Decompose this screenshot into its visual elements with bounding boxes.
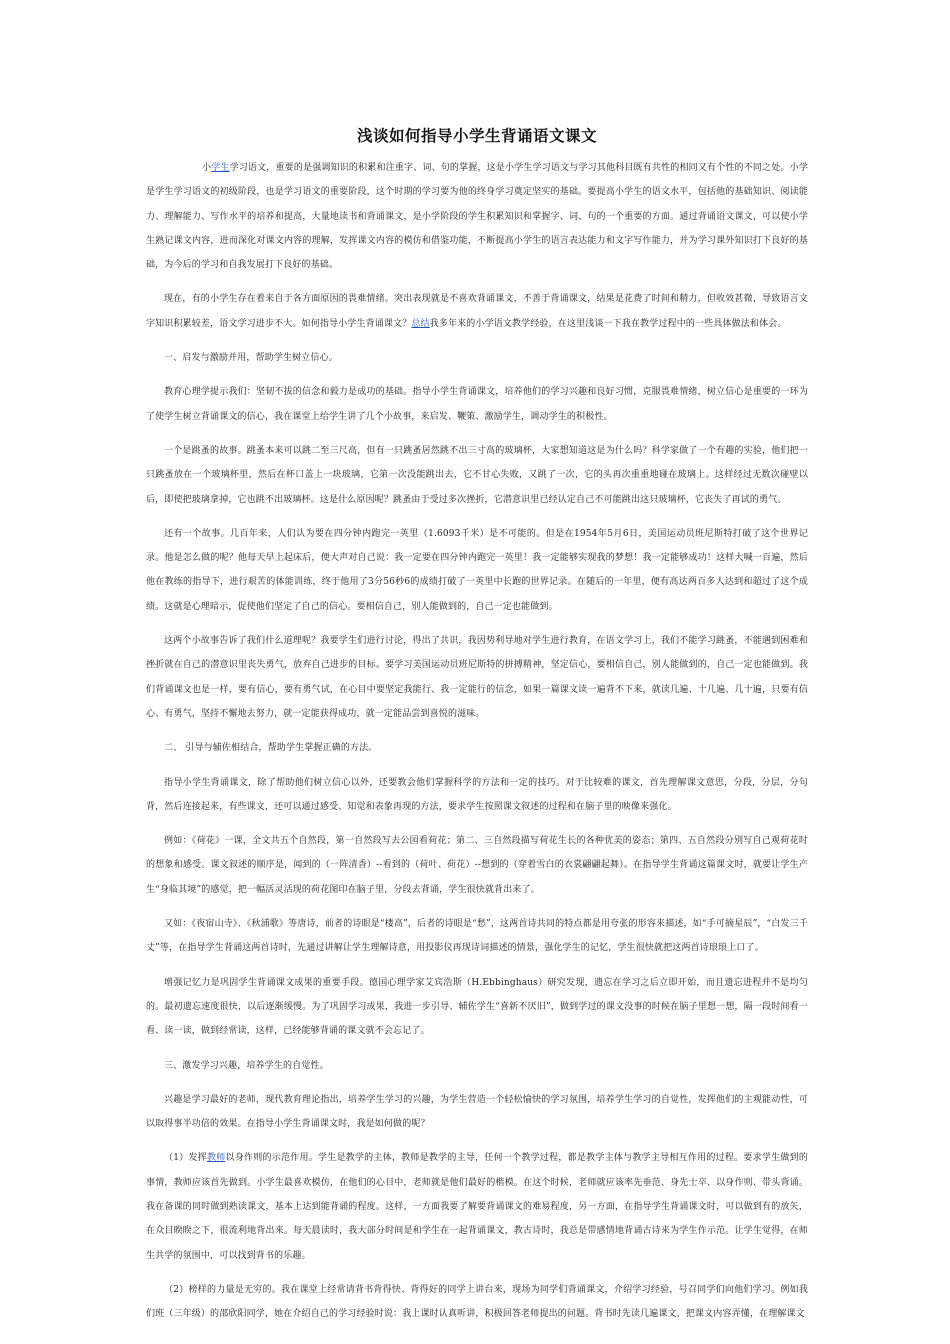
inline-link[interactable]: 总结 <box>411 318 430 329</box>
paragraph-text: 这两个小故事告诉了我们什么道理呢？我要学生们进行讨论，得出了共识，我因势利导地对学生进行教育，在语文学习上，我们不能学习跳蚤，不能遇到困难和挫折就在自己的潜意识里丧失勇气，放弃自己进步的目标。要学习美国运动员班尼斯特的拼搏精神，坚定信心，要相信自己，别人能做到的，自己一定也能做到。我们背诵课文也是一样，要有信心，要有勇气试，在心目中要坚定我能行、我一定能行的信念，如果一篇课文读一遍背不下来，就读几遍、十几遍、几十遍，只要有信心、有勇气，坚持不懈地去努力，就一定能获得成功，就一定能品尝到喜悦的滋味。 <box>146 636 808 719</box>
paragraph-text: 三、激发学习兴趣，培养学生的自觉性。 <box>164 1060 329 1071</box>
article <box>146 124 808 1336</box>
paragraph-text: 现在，有的小学生存在着来自于各方面原因的畏难情绪。突出表现就是不喜欢背诵课文，不善于背诵课文，结果是花费了时间和精力，但收效甚微，导致语言文字知识积累较差，语文学习进步不大。如何指导小学生背诵课文？ <box>146 294 808 329</box>
paragraph <box>146 1054 808 1078</box>
paragraph <box>146 829 808 902</box>
paragraph <box>146 287 808 336</box>
paragraph-text: 我多年来的小学语文教学经验，在这里浅谈一下我在教学过程中的一些具体做法和体会。 <box>429 318 787 329</box>
inline-link[interactable]: 学生 <box>211 163 230 173</box>
paragraph <box>146 912 808 961</box>
paragraph-text: 一个是跳蚤的故事。跳蚤本来可以跳二至三尺高，但有一只跳蚤居然跳不出三寸高的玻璃杯，大家想知道这是为什么吗？科学家做了一个有趣的实验，他们把一只跳蚤放在一个玻璃杯里，然后在杯口盖上一块玻璃，它第一次没能跳出去，它不甘心失败，又跳了一次，它的头再次重重地碰在玻璃上。这样经过无数次碰壁以后，即使把玻璃拿掉，它也跳不出玻璃杯。这是什么原因呢？跳蚤由于受过多次挫折，它潜意识里已经认定自己不可能跳出这只玻璃杯，它丧失了再试的勇气。 <box>146 445 808 505</box>
paragraph-text: 二、 引导与辅佐相结合，帮助学生掌握正确的方法。 <box>164 743 378 754</box>
paragraph <box>146 971 808 1044</box>
paragraph <box>146 629 808 726</box>
paragraph-text: 学习语文，重要的是强调知识的积累和注重字、词、句的掌握，这是小学生学习语文与学习其他科目既有共性的相同又有个性的不同之处。小学是学生学习语文的初级阶段，也是学习语文的重要阶段，这个时期的学习要为他的终身学习奠定坚实的基础。要提高小学生的语文水平，包括他的基础知识、阅读能力、理解能力、写作水平的培养和提高，大量地读书和背诵课文，是小学阶段的学生积累知识和掌握字、词、句的一个重要的方面。通过背诵语文课文，可以使小学生熟记课文内容，进而深化对课文内容的理解，发挥课文内容的模仿和借鉴功能，不断提高小学生的语言表达能力和文字写作能力，并为学习课外知识打下良好的基础，为今后的学习和自我发展打下良好的基础。 <box>146 163 808 271</box>
paragraph-text: （1）发挥 <box>164 1153 207 1164</box>
paragraph-text: 例如：《荷花》一课，全文共五个自然段，第一自然段写去公园看荷花；第二、三自然段描写荷花生长的各种优美的姿态；第四、五自然段分别写自己观荷花时的想象和感受。课文叙述的顺序是，闻到的（一阵清香）--看到的（荷叶、荷花）--想到的（穿着雪白的衣裳翩翩起舞）。在指导学生背诵这篇课文时，就要让学生产生“身临其境”的感觉，把一幅活灵活现的荷花图印在脑子里，分段去背诵，学生很快就背出来了。 <box>146 836 808 895</box>
inline-link[interactable]: 教师 <box>206 1153 226 1164</box>
paragraph-text: 一、启发与激励并用，帮助学生树立信心。 <box>164 353 338 364</box>
paragraph-text: 以身作则的示范作用。学生是教学的主体，教师是教学的主导，任何一个教学过程，都是教学主体与教学主导相互作用的过程。要求学生做到的事情，教师应该首先做到。小学生最喜欢模仿，在他们的心目中，老师就是他们最好的楷模。在这个时候，老师就应该率先垂范、身先士卒、以身作则、带头背诵。我在备课的同时做到熟读课文，基本上达到能背诵的程度。这样，一方面我要了解要背诵课文的难易程度，另一方面，在指导学生背诵课文时，可以做到有的放矢，在众目睽睽之下，很流利地背出来。每天晨读时，我大部分时间是和学生在一起背诵课文，教古诗时，我总是带感情地背诵古诗来为学生作示范。让学生觉得，在师生共学的氛围中，可以找到背书的乐趣。 <box>146 1153 808 1261</box>
article-body <box>146 156 808 1326</box>
paragraph <box>146 1088 808 1137</box>
paragraph-text: 兴趣是学习最好的老师，现代教育理论指出，培养学生学习的兴趣，为学生营造一个轻松愉快的学习氛围，培养学生学习的自觉性，发挥他们的主观能动性，可以取得事半功倍的效果。在指导小学生背诵课文时，我是如何做的呢？ <box>146 1094 808 1130</box>
paragraph <box>146 522 808 619</box>
paragraph <box>146 346 808 370</box>
paragraph <box>146 736 808 760</box>
paragraph <box>146 380 808 429</box>
article-title: 浅谈如何指导小学生背诵语文课文 <box>356 127 597 145</box>
paragraph <box>146 1278 808 1327</box>
paragraph-text: 教育心理学提示我们：坚韧不拔的信念和毅力是成功的基础。指导小学生背诵课文，培养他们的学习兴趣和良好习惯，克服畏难情绪，树立信心是重要的一环为了使学生树立背诵课文的信心，我在课堂上给学生讲了几个小故事，来启发、鞭策、激励学生，调动学生的积极性。 <box>146 387 808 422</box>
paragraph-text: 小 <box>202 163 212 173</box>
paragraph <box>146 439 808 512</box>
paragraph <box>146 771 808 820</box>
paragraph-text: （2）榜样的力量是无穷的。我在课堂上经常请背书背得快、背得好的同学上讲台来，现场为同学们背诵课文，介绍学习经验，号召同学们向他们学习。例如我们班（三年级）的邵欣阳同学，她在介绍自己的学习经验时说：我上课时认真听讲，积极回答老师提出的问题。背书时先读几遍课文，把课文内容弄懂，在理解课文 <box>146 1284 808 1320</box>
paragraph-text: 还有一个故事。几百年来，人们认为要在四分钟内跑完一英里（1.6093千米）是不可能的。但是在1954年5月6日，美国运动员班尼斯特打破了这个世界记录。他是怎么做的呢？他每天早上起床后，便大声对自己说：我一定要在四分钟内跑完一英里！我一定能够实现我的梦想！我一定能够成功！这样大喊一百遍，然后他在教练的指导下，进行艰苦的体能训练，终于他用了3分56秒6的成绩打破了一英里中长跑的世界记录。在随后的一年里，便有高达两百多人达到和超过了这个成绩。这就是心理暗示，促使他们坚定了自己的信心。要相信自己，别人能做到的，自己一定也能做到。 <box>146 528 808 612</box>
paragraph <box>146 156 808 277</box>
paragraph-text: 指导小学生背诵课文，除了帮助他们树立信心以外，还要教会他们掌握科学的方法和一定的技巧。对于比较难的课文，首先理解课文意思，分段，分层，分句背，然后连接起来，有些课文，还可以通过感受、知觉和表象再现的方法，要求学生按照课文叙述的过程和在脑子里的映像来强化。 <box>146 777 808 812</box>
paragraph-text: 增强记忆力是巩固学生背诵课文成果的重要手段。德国心理学家艾宾浩斯（H.Ebbinghaus）研究发现，遗忘在学习之后立即开始，而且遗忘进程并不是均匀的。最初遗忘速度很快，以后逐渐缓慢。为了巩固学习成果，我进一步引导、辅佐学生“喜新不厌旧”，做到学过的课文没事的时候在脑子里想一想，隔一段时间看一看、读一读，做到经常读，这样，已经能够背诵的课文就不会忘记了。 <box>146 977 808 1037</box>
paragraph <box>146 1146 808 1267</box>
paragraph-text: 又如：《夜宿山寺》、《秋浦歌》等唐诗，前者的诗眼是“楼高”，后者的诗眼是“愁”，这两首诗共同的特点都是用夸张的形容来描述，如“手可摘星辰”，“白发三千丈”等，在指导学生背诵这两首诗时，先通过讲解让学生理解诗意，用投影仪再现诗词描述的情景，强化学生的记忆，学生很快就把这两首诗琅琅上口了。 <box>146 919 808 954</box>
